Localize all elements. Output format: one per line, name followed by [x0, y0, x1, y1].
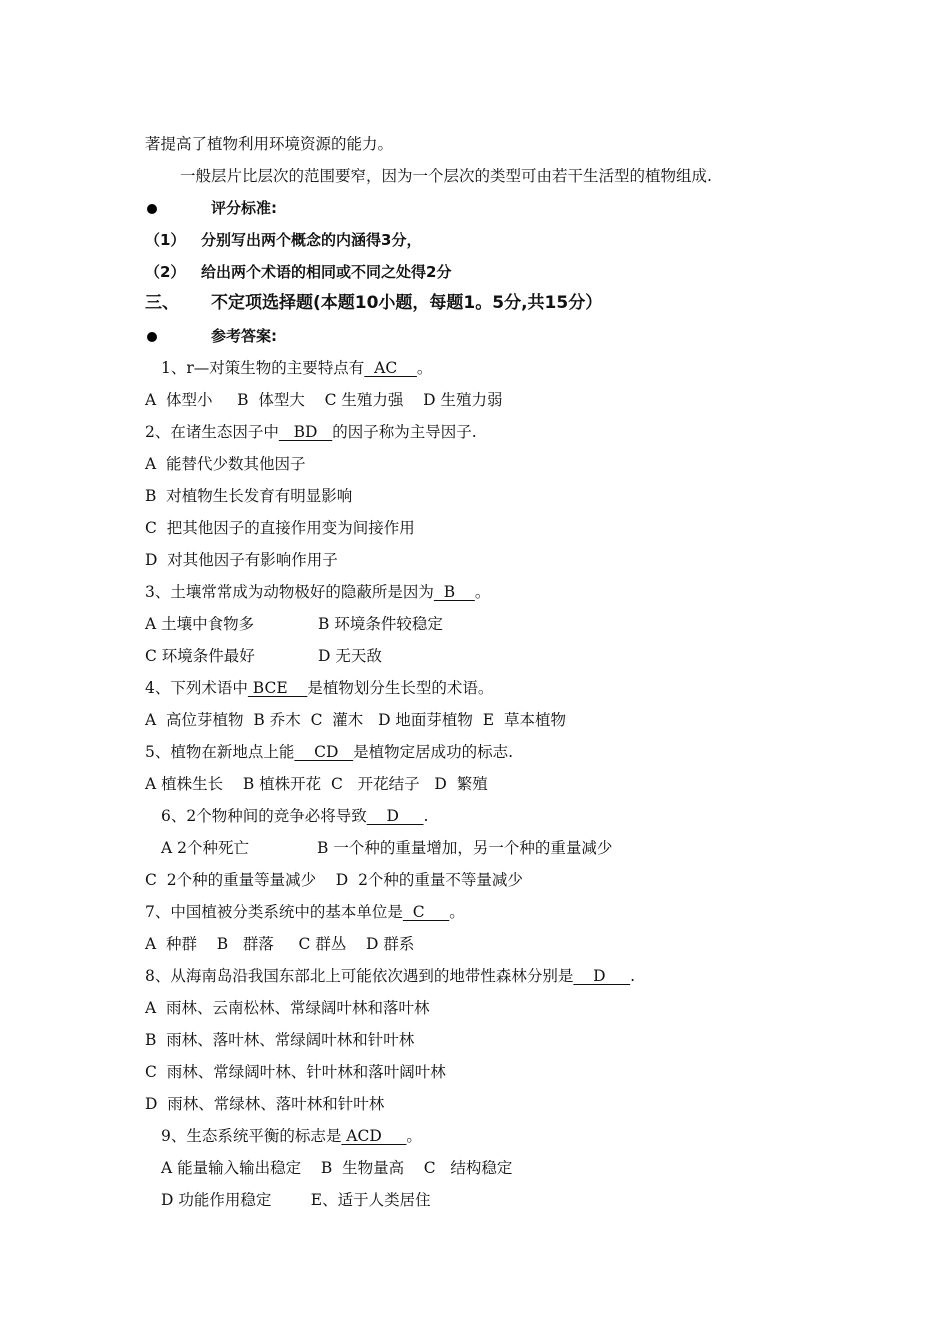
option-line: [145, 454, 306, 474]
question-2: [145, 422, 477, 442]
options-line: [145, 774, 488, 794]
option-line: [145, 1030, 414, 1050]
option-text: B 对植物生长发育有明显影响: [145, 487, 353, 505]
heading-text: 参考答案:: [211, 327, 277, 345]
question-text: 9、生态系统平衡的标志是: [161, 1127, 342, 1145]
option-text: A 雨林、云南松林、常绿阔叶林和落叶林: [145, 999, 430, 1017]
option-line: [145, 486, 352, 506]
option-text: A 土壤中食物多: [145, 615, 255, 633]
options-line: [145, 646, 382, 666]
answer-blank: AC: [364, 359, 417, 377]
item-text: 分别写出两个概念的内涵得3分，: [201, 231, 422, 249]
question-4: [145, 678, 493, 698]
question-text: 8、从海南岛沿我国东部北上可能依次遇到的地带性森林分别是: [145, 967, 574, 985]
question-text: .: [630, 967, 636, 985]
options-text: A 体型小 B 体型大 C 生殖力强 D 生殖力弱: [145, 391, 503, 409]
options-text: A 能量输入输出稳定 B 生物量高 C 结构稳定: [161, 1159, 513, 1177]
item-number: （2）: [145, 263, 186, 281]
question-1: [161, 358, 432, 378]
question-8: [145, 966, 635, 986]
answer-blank: CD: [294, 743, 354, 761]
options-text: D 功能作用稳定 E、适于人类居住: [161, 1191, 431, 1209]
answer-blank: D: [366, 807, 424, 825]
scoring-item: [145, 230, 421, 250]
options-line: [161, 1190, 431, 1210]
item-text: 给出两个术语的相同或不同之处得2分: [201, 263, 452, 281]
question-9: [161, 1126, 422, 1146]
question-text: 1、r—对策生物的主要特点有: [161, 359, 365, 377]
scoring-heading: [145, 198, 277, 218]
options-line: [161, 1158, 512, 1178]
heading-text: 评分标准:: [211, 199, 277, 217]
option-text: A 能替代少数其他因子: [145, 455, 306, 473]
option-text: A 2个种死亡: [161, 839, 249, 857]
option-text: D 雨林、常绿林、落叶林和针叶林: [145, 1095, 385, 1113]
question-text: 3、土壤常常成为动物极好的隐蔽所是因为: [145, 583, 434, 601]
option-text: C 把其他因子的直接作用变为间接作用: [145, 519, 415, 537]
section-heading: [145, 293, 602, 313]
option-line: [145, 1062, 446, 1082]
options-line: [145, 934, 414, 954]
question-text: 。: [474, 583, 491, 601]
options-text: A 植株生长 B 植株开花 C 开花结子 D 繁殖: [145, 775, 488, 793]
option-line: [145, 550, 338, 570]
text: 著提高了植物利用环境资源的能力。: [145, 135, 394, 153]
option-text: B 雨林、落叶林、常绿阔叶林和针叶林: [145, 1031, 415, 1049]
option-line: [145, 998, 430, 1018]
text: 一般层片比层次的范围要窄，因为一个层次的类型可由若干生活型的植物组成.: [180, 167, 712, 185]
question-6: [161, 806, 428, 826]
question-text: .: [423, 807, 429, 825]
bullet-icon: [145, 326, 211, 346]
question-text: 6、2个物种间的竞争必将导致: [161, 807, 367, 825]
question-text: 5、植物在新地点上能: [145, 743, 295, 761]
question-text: 是植物划分生长型的术语。: [307, 679, 494, 697]
section-title: 不定项选择题(本题10小题，每题1。5分,共15分）: [211, 293, 603, 313]
paragraph-line: [180, 166, 712, 186]
answer-blank: B: [433, 583, 475, 601]
bullet-icon: [145, 198, 211, 218]
options-line: [161, 838, 612, 858]
question-text: 4、下列术语中: [145, 679, 248, 697]
question-text: 。: [416, 359, 433, 377]
option-line: [145, 518, 415, 538]
scoring-item: [145, 262, 451, 282]
option-text: B 一个种的重量增加，另一个种的重量减少: [317, 839, 613, 857]
answer-blank: ACD: [341, 1127, 407, 1145]
question-5: [145, 742, 513, 762]
question-7: [145, 902, 465, 922]
options-text: C 2个种的重量等量减少 D 2个种的重量不等量减少: [145, 871, 523, 889]
paragraph-line: [145, 134, 393, 154]
options-line: [145, 870, 523, 890]
question-text: 。: [406, 1127, 422, 1145]
options-line: [145, 390, 503, 410]
answer-blank: D: [573, 967, 631, 985]
options-line: [145, 614, 443, 634]
option-text: C 环境条件最好: [145, 647, 255, 665]
question-text: 7、中国植被分类系统中的基本单位是: [145, 903, 403, 921]
option-line: [145, 1094, 384, 1114]
question-text: 。: [449, 903, 465, 921]
question-3: [145, 582, 490, 602]
question-text: 的因子称为主导因子.: [332, 423, 477, 441]
answer-heading: [145, 326, 277, 346]
item-number: （1）: [145, 231, 186, 249]
option-text: D 对其他因子有影响作用子: [145, 551, 338, 569]
section-number: 三、: [145, 293, 179, 313]
question-text: 是植物定居成功的标志.: [353, 743, 514, 761]
options-text: A 高位芽植物 B 乔木 C 灌木 D 地面芽植物 E 草本植物: [145, 711, 566, 729]
answer-blank: C: [402, 903, 450, 921]
option-text: C 雨林、常绿阔叶林、针叶林和落叶阔叶林: [145, 1063, 446, 1081]
option-text: B 环境条件较稳定: [318, 615, 443, 633]
answer-blank: BD: [278, 423, 333, 441]
options-line: [145, 710, 566, 730]
option-text: D 无天敌: [318, 647, 382, 665]
answer-blank: BCE: [247, 679, 308, 697]
question-text: 2、在诸生态因子中: [145, 423, 279, 441]
options-text: A 种群 B 群落 C 群丛 D 群系: [145, 935, 415, 953]
